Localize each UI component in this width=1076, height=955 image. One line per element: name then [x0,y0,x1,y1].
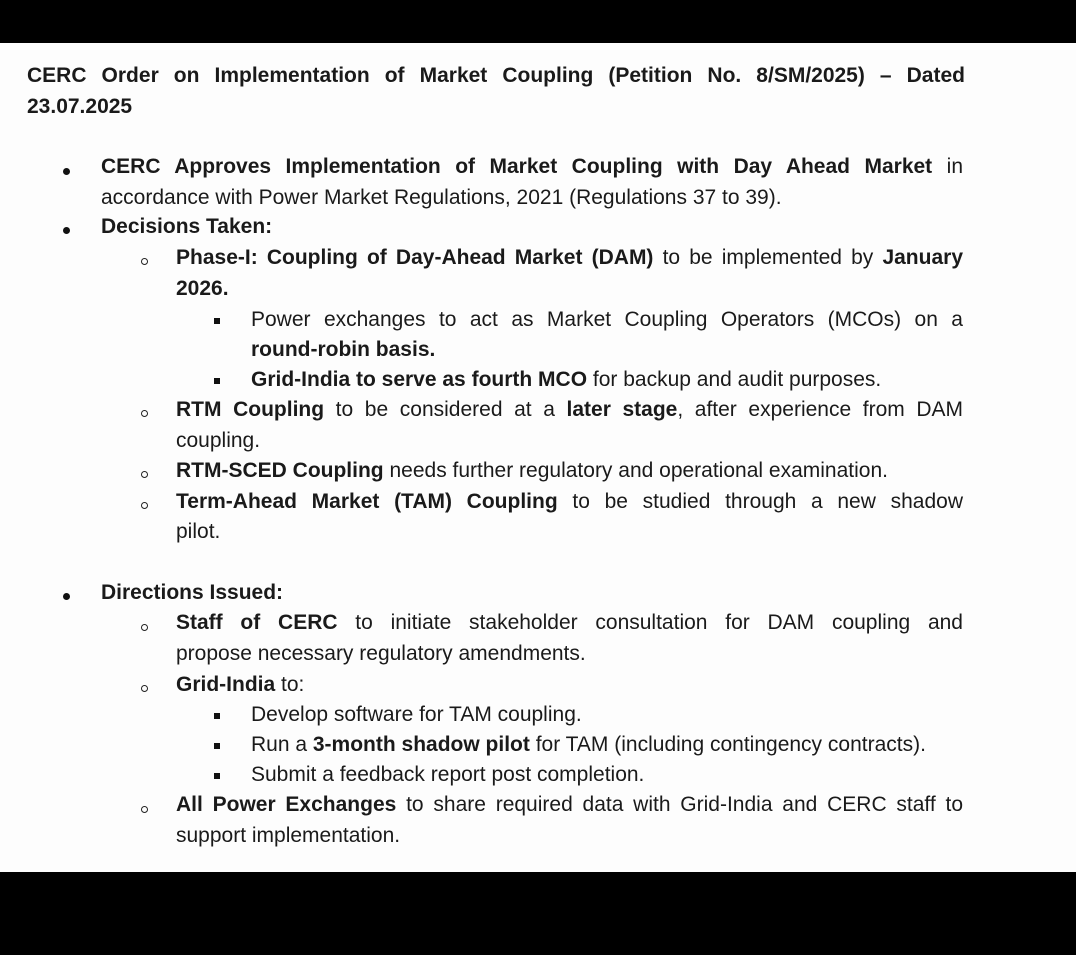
bullet-dot [63,593,70,600]
sub-bullet-circle [141,258,148,265]
square-bullet [214,318,220,324]
square-bullet [214,743,220,749]
grid-sub1: Develop software for TAM coupling. [251,703,582,726]
phase1-sub2: Grid-India to serve as fourth MCO for backup and audit purposes. [251,368,882,391]
bullet1-bold: CERC Approves Implementation of Market Coupling with Day Ahead Market [101,155,933,178]
square-bullet [214,773,220,779]
directions-heading: Directions Issued: [101,581,284,604]
bullet1-text-a: in [932,155,963,178]
staff-line2: propose necessary regulatory amendments. [176,642,586,665]
sub-bullet-circle [141,685,148,692]
square-bullet [214,713,220,719]
sub-bullet-circle [141,471,148,478]
grid-sub3: Submit a feedback report post completion. [251,763,645,786]
phase1-sub1-line1: Power exchanges to act as Market Coupling Operators (MCOs) on a [251,308,963,331]
tam-line2: pilot. [176,520,221,543]
rtm-line2: coupling. [176,429,261,452]
sub-bullet-circle [141,502,148,509]
staff-line1: Staff of CERC to initiate stakeholder consultation for DAM coupling and [176,611,963,634]
px-line1: All Power Exchanges to share required data with Grid-India and CERC staff to [176,793,963,816]
bullet-dot [63,168,70,175]
px-line2: support implementation. [176,824,401,847]
rtm-line1: RTM Coupling to be considered at a later stage, after experience from DAM [176,398,964,421]
phase1-sub1-line2: round-robin basis. [251,338,436,361]
bullet1-line1 [101,152,963,182]
phase1-line2: 2026. [176,277,229,300]
sub-bullet-circle [141,624,148,631]
grid-line: Grid-India to: [176,673,305,696]
square-bullet [214,378,220,384]
phase1-line1: Phase-I: Coupling of Day-Ahead Market (DAM) to be implemented by January [176,246,963,269]
sub-bullet-circle [141,410,148,417]
bullet1-line2: accordance with Power Market Regulations, 2021 (Regulations 37 to 39). [101,186,782,209]
document-page [0,43,1076,872]
decisions-heading: Decisions Taken: [101,215,273,238]
sced-line: RTM-SCED Coupling needs further regulatory and operational examination. [176,459,888,482]
tam-line1: Term-Ahead Market (TAM) Coupling to be studied through a new shadow [176,490,963,513]
bullet-dot [63,227,70,234]
document-title: CERC Order on Implementation of Market Coupling (Petition No. 8/SM/2025) – Dated 23.07.2025 [27,64,965,118]
sub-bullet-circle [141,806,148,813]
grid-sub2: Run a 3-month shadow pilot for TAM (including contingency contracts). [251,733,926,756]
